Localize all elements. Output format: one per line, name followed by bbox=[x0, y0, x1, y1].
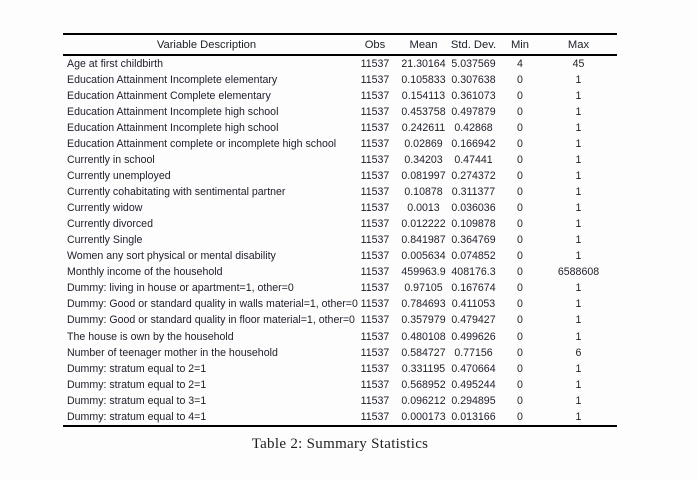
value-cell: 0.361073 bbox=[451, 89, 496, 102]
value-cell: 0.036036 bbox=[451, 202, 496, 215]
value-cell: 0.307638 bbox=[451, 73, 496, 86]
value-cell: 0.154113 bbox=[401, 89, 446, 102]
variable-description-cell: Currently widow bbox=[67, 202, 143, 215]
value-cell: 0.10878 bbox=[404, 186, 443, 199]
variable-description-cell: Dummy: stratum equal to 2=1 bbox=[67, 378, 207, 391]
value-cell: 0 bbox=[517, 378, 523, 391]
value-cell: 0.77156 bbox=[454, 346, 493, 359]
value-cell: 0.167674 bbox=[451, 282, 496, 295]
value-cell: 0 bbox=[517, 362, 523, 375]
column-header-max: Max bbox=[540, 34, 617, 55]
value-cell: 1 bbox=[575, 154, 582, 166]
variable-description-cell: Education Attainment Incomplete elementary bbox=[67, 73, 278, 86]
value-cell: 0.081997 bbox=[401, 170, 446, 183]
variable-description-cell: Dummy: Good or standard quality in floor material=1, other=0 bbox=[67, 314, 355, 327]
variable-description-cell: Dummy: stratum equal to 4=1 bbox=[67, 410, 207, 423]
value-cell: 21.30164 bbox=[401, 57, 446, 70]
table-row bbox=[63, 104, 617, 120]
value-cell: 11537 bbox=[360, 314, 390, 327]
value-cell: 0.074852 bbox=[451, 250, 496, 263]
value-cell: 0.105833 bbox=[401, 73, 446, 86]
value-cell: 11537 bbox=[360, 298, 390, 311]
table-caption: Table 2: Summary Statistics bbox=[251, 436, 429, 452]
table-row bbox=[63, 168, 617, 184]
column-header-mean: Mean bbox=[400, 34, 447, 55]
variable-description-cell: Education Attainment Incomplete high school bbox=[67, 105, 279, 118]
value-cell: 0 bbox=[517, 410, 523, 423]
value-cell: 0 bbox=[517, 105, 523, 118]
table-row bbox=[63, 88, 617, 104]
variable-description-cell: Women any sort physical or mental disability bbox=[67, 250, 276, 263]
column-header-std-dev: Std. Dev. bbox=[447, 34, 500, 55]
value-cell: 0.109878 bbox=[451, 218, 496, 231]
variable-description-cell: The house is own by the household bbox=[67, 330, 234, 343]
value-cell: 1 bbox=[575, 282, 582, 295]
table-row bbox=[63, 265, 617, 281]
value-cell: 0.470664 bbox=[451, 362, 496, 375]
value-cell: 0.841987 bbox=[401, 234, 446, 247]
variable-description-cell: Number of teenager mother in the household bbox=[67, 346, 278, 359]
value-cell: 11537 bbox=[360, 234, 390, 247]
value-cell: 11537 bbox=[360, 378, 390, 391]
value-cell: 11537 bbox=[360, 121, 390, 134]
variable-description-cell: Currently Single bbox=[67, 234, 143, 247]
value-cell: 11537 bbox=[360, 410, 390, 423]
value-cell: 0.357979 bbox=[401, 314, 446, 327]
value-cell: 0 bbox=[517, 346, 523, 359]
table-row bbox=[63, 409, 617, 426]
table-row bbox=[63, 184, 617, 200]
variable-description-cell: Dummy: stratum equal to 2=1 bbox=[67, 362, 207, 375]
table-row bbox=[63, 377, 617, 393]
value-cell: 11537 bbox=[360, 154, 390, 166]
value-cell: 0 bbox=[517, 137, 523, 150]
variable-description-cell: Education Attainment Complete elementary bbox=[67, 89, 271, 102]
value-cell: 11537 bbox=[360, 362, 390, 375]
value-cell: 5.037569 bbox=[451, 57, 496, 70]
value-cell: 1 bbox=[575, 137, 582, 150]
value-cell: 1 bbox=[575, 218, 582, 231]
variable-description-cell: Currently in school bbox=[67, 154, 155, 166]
value-cell: 1 bbox=[575, 73, 582, 86]
table-row bbox=[63, 393, 617, 409]
value-cell: 0 bbox=[517, 234, 523, 247]
value-cell: 11537 bbox=[360, 137, 390, 150]
value-cell: 0.012222 bbox=[401, 218, 446, 231]
value-cell: 6 bbox=[575, 346, 582, 359]
value-cell: 459963.9 bbox=[401, 266, 446, 279]
variable-description-cell: Education Attainment Incomplete high school bbox=[67, 121, 279, 134]
value-cell: 0 bbox=[517, 330, 523, 343]
value-cell: 0.97105 bbox=[404, 282, 443, 295]
value-cell: 0 bbox=[517, 170, 523, 183]
value-cell: 11537 bbox=[360, 73, 390, 86]
value-cell: 0 bbox=[517, 89, 523, 102]
variable-description-cell: Currently unemployed bbox=[67, 170, 171, 183]
value-cell: 0 bbox=[517, 121, 523, 134]
value-cell: 1 bbox=[575, 186, 582, 199]
value-cell: 0.0013 bbox=[407, 202, 440, 215]
value-cell: 11537 bbox=[360, 346, 390, 359]
value-cell: 45 bbox=[572, 57, 585, 70]
value-cell: 1 bbox=[575, 378, 582, 391]
value-cell: 0 bbox=[517, 218, 523, 231]
table-row bbox=[63, 120, 617, 136]
value-cell: 1 bbox=[575, 121, 582, 134]
summary-statistics-table bbox=[63, 33, 617, 427]
table-row bbox=[63, 313, 617, 329]
value-cell: 0 bbox=[517, 250, 523, 263]
value-cell: 0 bbox=[517, 202, 523, 215]
value-cell: 11537 bbox=[360, 202, 390, 215]
table-row bbox=[63, 216, 617, 232]
table-row bbox=[63, 55, 617, 72]
value-cell: 0 bbox=[517, 266, 523, 279]
value-cell: 1 bbox=[575, 250, 582, 263]
value-cell: 4 bbox=[517, 57, 523, 70]
value-cell: 0.568952 bbox=[401, 378, 446, 391]
value-cell: 1 bbox=[575, 394, 582, 407]
value-cell: 0.495244 bbox=[451, 378, 496, 391]
value-cell: 0 bbox=[517, 394, 523, 407]
value-cell: 6588608 bbox=[557, 266, 600, 279]
variable-description-cell: Dummy: living in house or apartment=1, other=0 bbox=[67, 282, 294, 295]
value-cell: 0.096212 bbox=[401, 394, 446, 407]
variable-description-cell: Education Attainment complete or incomplete high school bbox=[67, 137, 337, 150]
value-cell: 0.784693 bbox=[401, 298, 446, 311]
value-cell: 0.274372 bbox=[451, 170, 496, 183]
table-row bbox=[63, 72, 617, 88]
variable-description-cell: Dummy: Good or standard quality in walls material=1, other=0 bbox=[67, 298, 358, 311]
value-cell: 0.364769 bbox=[451, 234, 496, 247]
value-cell: 0 bbox=[517, 154, 523, 166]
value-cell: 0 bbox=[517, 314, 523, 327]
value-cell: 11537 bbox=[360, 170, 390, 183]
value-cell: 1 bbox=[575, 314, 582, 327]
value-cell: 11537 bbox=[360, 282, 390, 295]
table-row bbox=[63, 361, 617, 377]
column-header-variable-description: Variable Description bbox=[63, 34, 350, 55]
value-cell: 0.453758 bbox=[401, 105, 446, 118]
value-cell: 0.000173 bbox=[401, 410, 446, 423]
table-row bbox=[63, 281, 617, 297]
value-cell: 11537 bbox=[360, 266, 390, 279]
header-row bbox=[63, 34, 617, 55]
value-cell: 1 bbox=[575, 298, 582, 311]
value-cell: 0 bbox=[517, 186, 523, 199]
value-cell: 1 bbox=[575, 330, 582, 343]
value-cell: 11537 bbox=[360, 330, 390, 343]
value-cell: 0 bbox=[517, 298, 523, 311]
value-cell: 0.242611 bbox=[401, 121, 446, 134]
value-cell: 1 bbox=[575, 234, 582, 247]
value-cell: 11537 bbox=[360, 105, 390, 118]
value-cell: 0.34203 bbox=[404, 154, 443, 166]
column-header-obs: Obs bbox=[350, 34, 400, 55]
table-row bbox=[63, 345, 617, 361]
value-cell: 1 bbox=[575, 410, 582, 423]
table-row bbox=[63, 297, 617, 313]
value-cell: 0.584727 bbox=[401, 346, 446, 359]
value-cell: 1 bbox=[575, 105, 582, 118]
value-cell: 0.013166 bbox=[451, 410, 496, 423]
value-cell: 0.311377 bbox=[451, 186, 496, 199]
table-row bbox=[63, 136, 617, 152]
value-cell: 0.331195 bbox=[401, 362, 446, 375]
variable-description-cell: Age at first childbirth bbox=[67, 57, 163, 70]
value-cell: 0.411053 bbox=[451, 298, 496, 311]
value-cell: 11537 bbox=[360, 57, 390, 70]
value-cell: 11537 bbox=[360, 394, 390, 407]
value-cell: 0.294895 bbox=[451, 394, 496, 407]
value-cell: 0 bbox=[517, 282, 523, 295]
value-cell: 0 bbox=[517, 73, 523, 86]
variable-description-cell: Currently cohabitating with sentimental partner bbox=[67, 186, 286, 199]
value-cell: 0.479427 bbox=[451, 314, 496, 327]
table-row bbox=[63, 200, 617, 216]
table-header bbox=[63, 34, 617, 55]
value-cell: 0.02869 bbox=[404, 137, 443, 150]
value-cell: 1 bbox=[575, 202, 582, 215]
value-cell: 1 bbox=[575, 362, 582, 375]
value-cell: 11537 bbox=[360, 89, 390, 102]
variable-description-cell: Currently divorced bbox=[67, 218, 153, 231]
value-cell: 0.42868 bbox=[454, 121, 493, 134]
value-cell: 0.47441 bbox=[454, 154, 493, 166]
table-row bbox=[63, 249, 617, 265]
value-cell: 0.166942 bbox=[451, 137, 496, 150]
value-cell: 0.005634 bbox=[401, 250, 446, 263]
value-cell: 11537 bbox=[360, 218, 390, 231]
variable-description-cell: Monthly income of the household bbox=[67, 266, 223, 279]
table-row bbox=[63, 152, 617, 168]
value-cell: 1 bbox=[575, 170, 582, 183]
value-cell: 0.499626 bbox=[451, 330, 496, 343]
value-cell: 408176.3 bbox=[451, 266, 496, 279]
value-cell: 0.497879 bbox=[451, 105, 496, 118]
value-cell: 0.480108 bbox=[401, 330, 446, 343]
column-header-min: Min bbox=[500, 34, 540, 55]
table-row bbox=[63, 329, 617, 345]
value-cell: 1 bbox=[575, 89, 582, 102]
variable-description-cell: Dummy: stratum equal to 3=1 bbox=[67, 394, 207, 407]
table-row bbox=[63, 233, 617, 249]
table-body bbox=[63, 55, 617, 426]
value-cell: 11537 bbox=[360, 186, 390, 199]
value-cell: 11537 bbox=[360, 250, 390, 263]
